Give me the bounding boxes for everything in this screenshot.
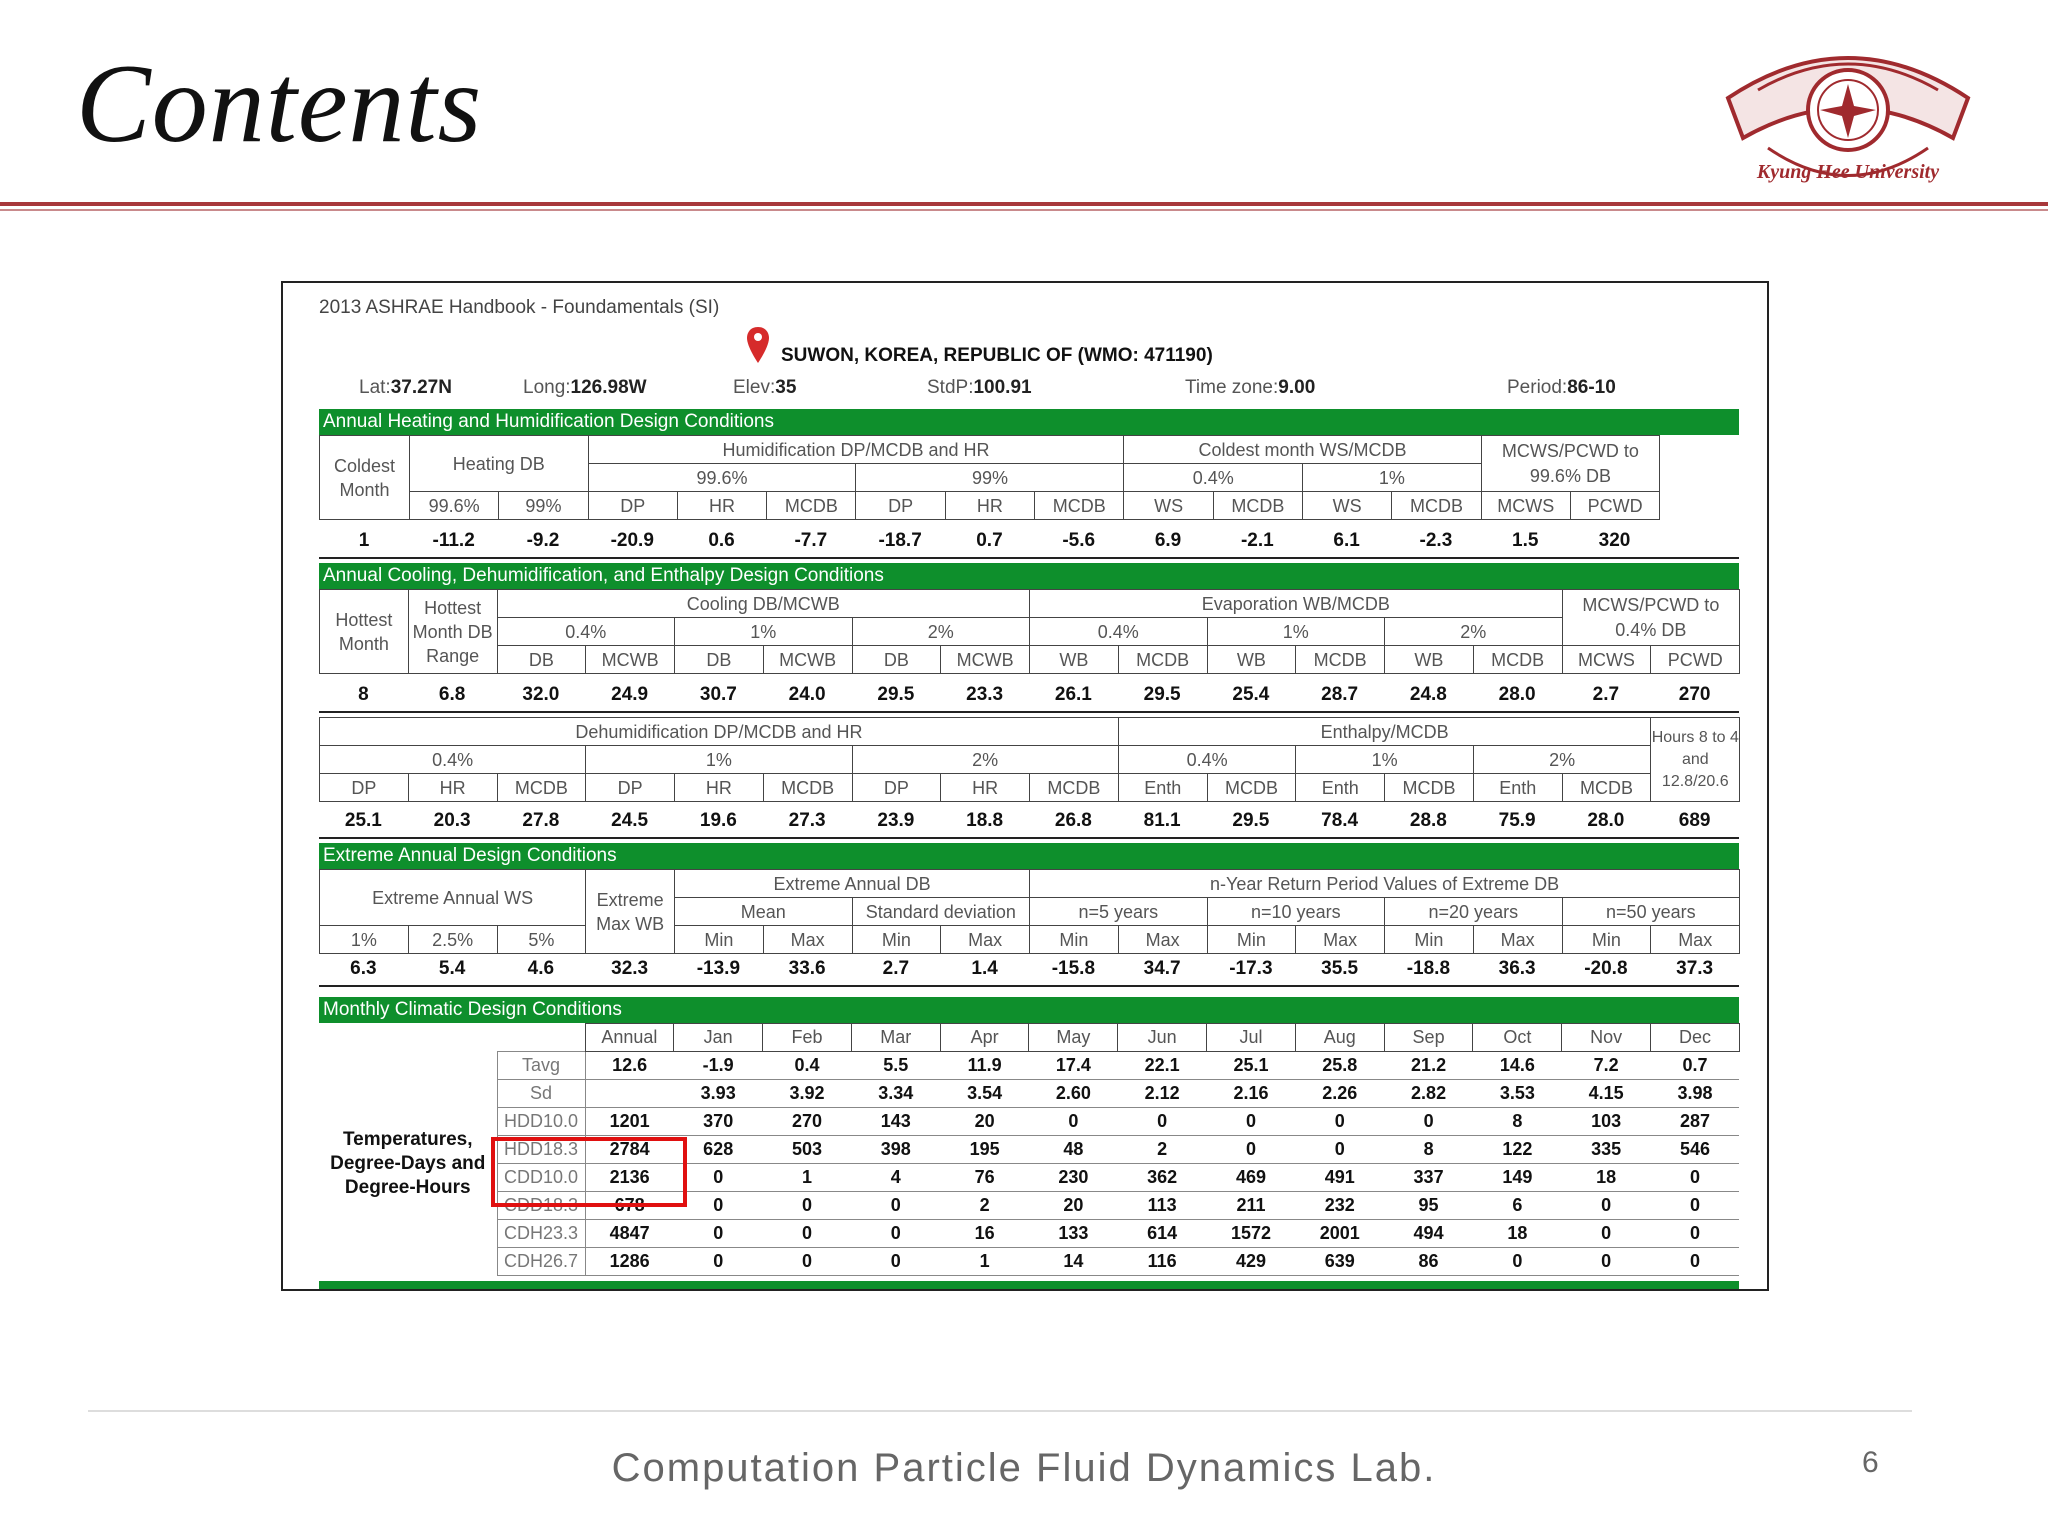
table-cell: 25.1 xyxy=(1207,1052,1296,1080)
table-cell: 20.3 xyxy=(433,810,471,831)
table-cell: 19.6 xyxy=(699,810,737,831)
row-key: CDD18.3 xyxy=(497,1192,585,1220)
table-cell: 546 xyxy=(1651,1136,1740,1164)
table-cell: 1 xyxy=(358,530,370,551)
table-cell: 0 xyxy=(674,1220,763,1248)
table-cell: MCDB xyxy=(1296,646,1385,674)
table-cell: 11.9 xyxy=(940,1052,1029,1080)
table-cell: 429 xyxy=(1207,1248,1296,1276)
ashrae-table-image xyxy=(281,281,1769,1291)
column-header: May xyxy=(1029,1024,1118,1052)
table-cell: 2.7 xyxy=(1592,684,1620,705)
table-cell: MCWS xyxy=(1481,492,1570,520)
table-cell: 1 xyxy=(763,1164,852,1192)
section-cooling-header: Annual Cooling, Dehumidification, and Enthalpy Design Conditions xyxy=(319,563,1739,589)
table-cell: -17.3 xyxy=(1229,958,1273,979)
table-cell: Max xyxy=(1118,926,1207,954)
table-cell: 4.15 xyxy=(1562,1080,1651,1108)
dehum-values-row xyxy=(319,807,1739,835)
table-cell: 18.8 xyxy=(966,810,1004,831)
table-cell: PCWD xyxy=(1570,492,1659,520)
table-cell: WB xyxy=(1207,646,1296,674)
table-cell: 195 xyxy=(940,1136,1029,1164)
table-cell: MCWB xyxy=(941,646,1030,674)
table-cell: 270 xyxy=(1678,684,1711,705)
table-cell: DP xyxy=(588,492,677,520)
table-cell: 2 xyxy=(1118,1136,1207,1164)
table-cell: 0.4 xyxy=(763,1052,852,1080)
table-cell: MCDB xyxy=(1035,492,1124,520)
table-cell: 2001 xyxy=(1295,1220,1384,1248)
table-cell: 26.1 xyxy=(1054,684,1092,705)
table-cell: 6.9 xyxy=(1154,530,1182,551)
table-cell: 20 xyxy=(1029,1192,1118,1220)
table-cell: 95 xyxy=(1384,1192,1473,1220)
table-cell: WB xyxy=(1385,646,1474,674)
table-cell: Min xyxy=(852,926,941,954)
table-cell: 29.5 xyxy=(1232,810,1270,831)
table-cell: 28.8 xyxy=(1409,810,1447,831)
table-cell: 133 xyxy=(1029,1220,1118,1248)
table-cell: 1.4 xyxy=(971,958,998,979)
row-key: HDD18.3 xyxy=(497,1136,585,1164)
table-cell: 1% xyxy=(320,926,409,954)
table-cell: 5.4 xyxy=(438,958,466,979)
source-label: 2013 ASHRAE Handbook - Foundamentals (SI) xyxy=(319,297,720,318)
table-cell: 99% xyxy=(499,492,588,520)
table-cell: 0 xyxy=(1562,1192,1651,1220)
table-cell: 0 xyxy=(763,1192,852,1220)
extreme-values-row xyxy=(319,955,1739,983)
table-cell: 491 xyxy=(1295,1164,1384,1192)
table-cell: WS xyxy=(1303,492,1392,520)
table-cell: HR xyxy=(677,492,766,520)
table-cell: Enth xyxy=(1118,774,1207,802)
table-cell: 12.6 xyxy=(585,1052,674,1080)
column-header: Aug xyxy=(1295,1024,1384,1052)
cooling-header-table: Hottest Month Hottest Month DB Range Cooling DB/MCWB Evaporation WB/MCDB MCWS/PCWD to 0.4% DB 0.4% 1% 2% 0.4% 1% 2% DB MCWB DB MCWB DB MCWB WB MCDB WB MCDB WB MCDB MCWS PCWD xyxy=(319,589,1740,674)
table-cell: 24.8 xyxy=(1409,684,1447,705)
table-cell: HR xyxy=(408,774,497,802)
table-cell: 25.1 xyxy=(344,810,382,831)
table-cell: 36.3 xyxy=(1498,958,1536,979)
table-cell: -7.7 xyxy=(794,530,828,551)
table-cell: 0 xyxy=(1562,1248,1651,1276)
table-cell: 113 xyxy=(1118,1192,1207,1220)
table-cell: -5.6 xyxy=(1062,530,1096,551)
section-extreme-header: Extreme Annual Design Conditions xyxy=(319,843,1739,869)
table-cell: Min xyxy=(675,926,764,954)
table-cell: 3.93 xyxy=(674,1080,763,1108)
meta-timezone: Time zone:9.00 xyxy=(1185,377,1316,398)
table-cell: 1286 xyxy=(585,1248,674,1276)
meta-stdp: StdP:100.91 xyxy=(927,377,1032,398)
table-cell: 26.8 xyxy=(1054,810,1092,831)
table-cell: 5.5 xyxy=(851,1052,940,1080)
header-rule-thin xyxy=(0,209,2048,211)
table-cell: 639 xyxy=(1295,1248,1384,1276)
table-cell: 0 xyxy=(1207,1136,1296,1164)
table-cell: 0 xyxy=(851,1220,940,1248)
heating-values-row xyxy=(319,527,1659,555)
table-cell: 320 xyxy=(1598,530,1631,551)
table-cell: 8 xyxy=(1473,1108,1562,1136)
table-cell: 24.9 xyxy=(611,684,649,705)
table-cell: 34.7 xyxy=(1143,958,1181,979)
table-cell: Max xyxy=(763,926,852,954)
cooling-values-row xyxy=(319,681,1739,709)
table-cell: 494 xyxy=(1384,1220,1473,1248)
table-cell: 22.1 xyxy=(1118,1052,1207,1080)
row-key: Tavg xyxy=(497,1052,585,1080)
table-cell: Enth xyxy=(1473,774,1562,802)
table-cell: HR xyxy=(675,774,764,802)
table-cell: 30.7 xyxy=(699,684,737,705)
table-cell: 37.3 xyxy=(1676,958,1714,979)
table-cell: 0.7 xyxy=(976,530,1003,551)
table-cell: 29.5 xyxy=(877,684,915,705)
table-cell: 32.0 xyxy=(522,684,560,705)
table-cell: DB xyxy=(497,646,586,674)
table-cell: MCWB xyxy=(586,646,675,674)
column-header: Jan xyxy=(674,1024,763,1052)
page-number: 6 xyxy=(1862,1446,1879,1479)
table-cell: 469 xyxy=(1207,1164,1296,1192)
table-cell: 28.0 xyxy=(1587,810,1625,831)
column-header: Apr xyxy=(940,1024,1029,1052)
table-cell: 270 xyxy=(763,1108,852,1136)
table-cell: Max xyxy=(1473,926,1562,954)
table-cell: Max xyxy=(1296,926,1385,954)
table-cell: DB xyxy=(852,646,941,674)
table-cell: Min xyxy=(1207,926,1296,954)
table-cell: 335 xyxy=(1562,1136,1651,1164)
table-cell: MCDB xyxy=(497,774,586,802)
column-header: Feb xyxy=(763,1024,852,1052)
table-cell: Min xyxy=(1385,926,1474,954)
table-cell: 24.5 xyxy=(611,810,649,831)
row-key: CDH26.7 xyxy=(497,1248,585,1276)
table-row xyxy=(319,1052,1739,1080)
row-group-label: Temperatures, Degree-Days and Degree-Hours xyxy=(330,1128,486,1198)
table-cell: 2136 xyxy=(585,1164,674,1192)
table-cell: 24.0 xyxy=(788,684,826,705)
table-cell: 28.0 xyxy=(1498,684,1536,705)
row-key: CDD10.0 xyxy=(497,1164,585,1192)
table-cell: 0 xyxy=(1118,1108,1207,1136)
table-cell: 0 xyxy=(1651,1164,1740,1192)
table-cell: 5% xyxy=(497,926,586,954)
table-cell: 3.98 xyxy=(1651,1080,1740,1108)
meta-lat: Lat:37.27N xyxy=(359,377,452,398)
table-cell: 7.2 xyxy=(1562,1052,1651,1080)
table-cell: 3.34 xyxy=(851,1080,940,1108)
table-cell: 3.92 xyxy=(763,1080,852,1108)
table-cell: Min xyxy=(1562,926,1651,954)
table-cell: 0 xyxy=(674,1192,763,1220)
table-cell: 14.6 xyxy=(1473,1052,1562,1080)
table-row xyxy=(319,1248,1739,1276)
table-cell: MCDB xyxy=(1207,774,1296,802)
table-cell: 2.60 xyxy=(1029,1080,1118,1108)
table-row xyxy=(319,1080,1739,1108)
table-cell: 398 xyxy=(851,1136,940,1164)
table-cell: 1201 xyxy=(585,1108,674,1136)
table-cell: HR xyxy=(941,774,1030,802)
table-cell: 8 xyxy=(358,684,369,705)
table-cell: 32.3 xyxy=(611,958,649,979)
table-cell: -9.2 xyxy=(526,530,560,551)
highlight-box xyxy=(491,1137,687,1207)
table-cell: 2.7 xyxy=(882,958,910,979)
table-cell: 35.5 xyxy=(1321,958,1359,979)
table-cell: 99.6% xyxy=(410,492,499,520)
table-cell: -2.3 xyxy=(1419,530,1453,551)
table-cell: MCDB xyxy=(1030,774,1119,802)
table-cell: PCWD xyxy=(1651,646,1740,674)
meta-elev: Elev:35 xyxy=(733,377,797,398)
table-cell: WS xyxy=(1124,492,1213,520)
slide-title: Contents xyxy=(76,42,483,166)
table-cell: 0 xyxy=(1295,1136,1384,1164)
footer-lab-name: Computation Particle Fluid Dynamics Lab. xyxy=(611,1446,1437,1490)
table-cell: 103 xyxy=(1562,1108,1651,1136)
table-cell: 4.6 xyxy=(527,958,555,979)
table-cell: -20.8 xyxy=(1584,958,1628,979)
table-cell: MCDB xyxy=(1213,492,1302,520)
table-cell: 81.1 xyxy=(1143,810,1181,831)
table-cell: MCWS xyxy=(1562,646,1651,674)
table-cell: 230 xyxy=(1029,1164,1118,1192)
table-cell: 1 xyxy=(940,1248,1029,1276)
table-cell: 6.8 xyxy=(438,684,466,705)
table-cell: 8 xyxy=(1384,1136,1473,1164)
table-cell: 6.1 xyxy=(1333,530,1360,551)
table-cell: 18 xyxy=(1473,1220,1562,1248)
table-cell: 25.4 xyxy=(1232,684,1270,705)
divider xyxy=(319,557,1739,559)
table-cell: 232 xyxy=(1295,1192,1384,1220)
table-cell: MCDB xyxy=(1118,646,1207,674)
table-cell: 678 xyxy=(585,1192,674,1220)
divider xyxy=(319,985,1739,987)
svg-text:Kyung Hee University: Kyung Hee University xyxy=(1756,161,1940,183)
table-cell: HR xyxy=(945,492,1034,520)
table-cell: 86 xyxy=(1384,1248,1473,1276)
table-cell: 0.6 xyxy=(708,530,735,551)
table-cell: 0 xyxy=(763,1220,852,1248)
table-cell: 0 xyxy=(1029,1108,1118,1136)
table-cell: 27.3 xyxy=(788,810,826,831)
table-cell: 2.26 xyxy=(1295,1080,1384,1108)
meta-long: Long:126.98W xyxy=(523,377,647,398)
table-cell: 17.4 xyxy=(1029,1052,1118,1080)
column-header: Oct xyxy=(1473,1024,1562,1052)
table-cell: 4847 xyxy=(585,1220,674,1248)
divider xyxy=(319,711,1739,713)
table-cell: 2.12 xyxy=(1118,1080,1207,1108)
table-cell: -1.9 xyxy=(674,1052,763,1080)
table-cell: 23.9 xyxy=(877,810,915,831)
section-heating-header: Annual Heating and Humidification Design Conditions xyxy=(319,409,1739,435)
table-cell: MCDB xyxy=(763,774,852,802)
table-cell: 370 xyxy=(674,1108,763,1136)
column-header: Dec xyxy=(1651,1024,1740,1052)
column-header: Jun xyxy=(1118,1024,1207,1052)
table-cell: 122 xyxy=(1473,1136,1562,1164)
table-cell: 0 xyxy=(1651,1248,1740,1276)
table-cell: 0 xyxy=(763,1248,852,1276)
column-header: Mar xyxy=(851,1024,940,1052)
table-cell: MCDB xyxy=(1392,492,1481,520)
column-header: Nov xyxy=(1562,1024,1651,1052)
table-cell: 0 xyxy=(851,1248,940,1276)
table-cell: 2 xyxy=(940,1192,1029,1220)
table-cell: -18.7 xyxy=(878,530,922,551)
table-cell: 28.7 xyxy=(1321,684,1359,705)
table-cell: 628 xyxy=(674,1136,763,1164)
table-cell: 0 xyxy=(1207,1108,1296,1136)
column-header: Sep xyxy=(1384,1024,1473,1052)
table-cell: 0.7 xyxy=(1651,1052,1740,1080)
table-cell: 48 xyxy=(1029,1136,1118,1164)
table-cell: DP xyxy=(852,774,941,802)
table-cell: DP xyxy=(856,492,945,520)
location-pin-icon xyxy=(745,325,771,365)
table-cell: 2.82 xyxy=(1384,1080,1473,1108)
table-cell: 3.54 xyxy=(940,1080,1029,1108)
table-cell: MCWB xyxy=(763,646,852,674)
bottom-green-bar xyxy=(319,1281,1739,1289)
table-cell: 6 xyxy=(1473,1192,1562,1220)
table-cell: -11.2 xyxy=(432,530,475,551)
table-cell: 2.16 xyxy=(1207,1080,1296,1108)
table-cell: 0 xyxy=(674,1164,763,1192)
table-cell: 116 xyxy=(1118,1248,1207,1276)
table-cell: 689 xyxy=(1678,810,1711,831)
table-cell: -2.1 xyxy=(1240,530,1274,551)
table-cell: 2784 xyxy=(585,1136,674,1164)
table-cell: 23.3 xyxy=(966,684,1004,705)
table-cell: DB xyxy=(675,646,764,674)
table-cell: 4 xyxy=(851,1164,940,1192)
table-cell: 503 xyxy=(763,1136,852,1164)
table-cell: 143 xyxy=(851,1108,940,1136)
table-cell: 0 xyxy=(1295,1108,1384,1136)
table-row xyxy=(319,1220,1739,1248)
row-key: Sd xyxy=(497,1080,585,1108)
section-monthly-header: Monthly Climatic Design Conditions xyxy=(319,997,1739,1023)
table-cell: DP xyxy=(586,774,675,802)
table-cell: 3.53 xyxy=(1473,1080,1562,1108)
table-cell: 614 xyxy=(1118,1220,1207,1248)
table-cell: 211 xyxy=(1207,1192,1296,1220)
footer-rule xyxy=(88,1410,1912,1412)
university-seal-logo xyxy=(1708,28,1988,198)
table-cell: 27.8 xyxy=(522,810,560,831)
table-cell xyxy=(585,1080,674,1108)
table-cell: -15.8 xyxy=(1051,958,1096,979)
table-cell: 18 xyxy=(1562,1164,1651,1192)
table-cell: -13.9 xyxy=(696,958,741,979)
table-cell: 149 xyxy=(1473,1164,1562,1192)
table-cell: -18.8 xyxy=(1406,958,1451,979)
table-cell: 20 xyxy=(940,1108,1029,1136)
table-row xyxy=(319,1108,1739,1136)
table-cell: 29.5 xyxy=(1143,684,1181,705)
column-header: Jul xyxy=(1207,1024,1296,1052)
table-cell: 0 xyxy=(1473,1248,1562,1276)
table-cell: 0 xyxy=(1651,1220,1740,1248)
table-cell: 0 xyxy=(1384,1108,1473,1136)
table-cell: 78.4 xyxy=(1321,810,1359,831)
table-cell: 0 xyxy=(674,1248,763,1276)
meta-period: Period:86-10 xyxy=(1507,377,1616,398)
row-key: HDD10.0 xyxy=(497,1108,585,1136)
table-cell: -20.9 xyxy=(610,530,654,551)
table-cell: 75.9 xyxy=(1498,810,1536,831)
table-cell: 1.5 xyxy=(1512,530,1539,551)
table-cell: 337 xyxy=(1384,1164,1473,1192)
table-cell: 0 xyxy=(1562,1220,1651,1248)
column-header: Annual xyxy=(585,1024,674,1052)
row-key: CDH23.3 xyxy=(497,1220,585,1248)
table-cell: Max xyxy=(1651,926,1740,954)
table-cell: 1572 xyxy=(1207,1220,1296,1248)
table-cell: 362 xyxy=(1118,1164,1207,1192)
table-cell: 0 xyxy=(851,1192,940,1220)
table-cell: MCDB xyxy=(1473,646,1562,674)
table-cell: 0 xyxy=(1651,1192,1740,1220)
table-cell: 76 xyxy=(940,1164,1029,1192)
table-cell: DP xyxy=(320,774,409,802)
table-cell: 16 xyxy=(940,1220,1029,1248)
table-cell: Max xyxy=(941,926,1030,954)
dehum-header-table: Dehumidification DP/MCDB and HR Enthalpy/MCDB Hours 8 to 4 and 12.8/20.6 0.4% 1% 2% 0.4% 1% 2% DP HR MCDB DP HR MCDB DP HR MCDB Enth MCDB Enth MCDB Enth MCDB xyxy=(319,717,1740,802)
table-cell: 21.2 xyxy=(1384,1052,1473,1080)
table-cell: 2.5% xyxy=(408,926,497,954)
table-cell: MCDB xyxy=(767,492,856,520)
table-cell: 14 xyxy=(1029,1248,1118,1276)
table-cell: MCDB xyxy=(1562,774,1651,802)
table-cell: 25.8 xyxy=(1295,1052,1384,1080)
table-cell: 6.3 xyxy=(350,958,377,979)
table-cell: Min xyxy=(1030,926,1119,954)
table-cell: MCDB xyxy=(1385,774,1474,802)
station-name: SUWON, KOREA, REPUBLIC OF (WMO: 471190) xyxy=(781,345,1213,366)
table-cell: WB xyxy=(1030,646,1119,674)
divider xyxy=(319,837,1739,839)
table-cell: 287 xyxy=(1651,1108,1740,1136)
header-rule xyxy=(0,202,2048,206)
table-cell: 33.6 xyxy=(788,958,826,979)
table-cell: Enth xyxy=(1296,774,1385,802)
extreme-header-table: Extreme Annual WS Extreme Max WB Extreme Annual DB n-Year Return Period Values of Extreme DB Mean Standard deviation n=5 years n=10 years n=20 years n=50 years 1% 2.5% 5% Min Max Min Max Min Max Min Max Min Max Min Max xyxy=(319,869,1740,954)
heating-header-table: Coldest Month Heating DB Humidification DP/MCDB and HR Coldest month WS/MCDB MCWS/PCWD to 99.6% DB 99.6% 99% 0.4% 1% 99.6% 99% DP HR MCDB DP HR MCDB WS MCDB WS MCDB MCWS PCWD xyxy=(319,435,1660,520)
